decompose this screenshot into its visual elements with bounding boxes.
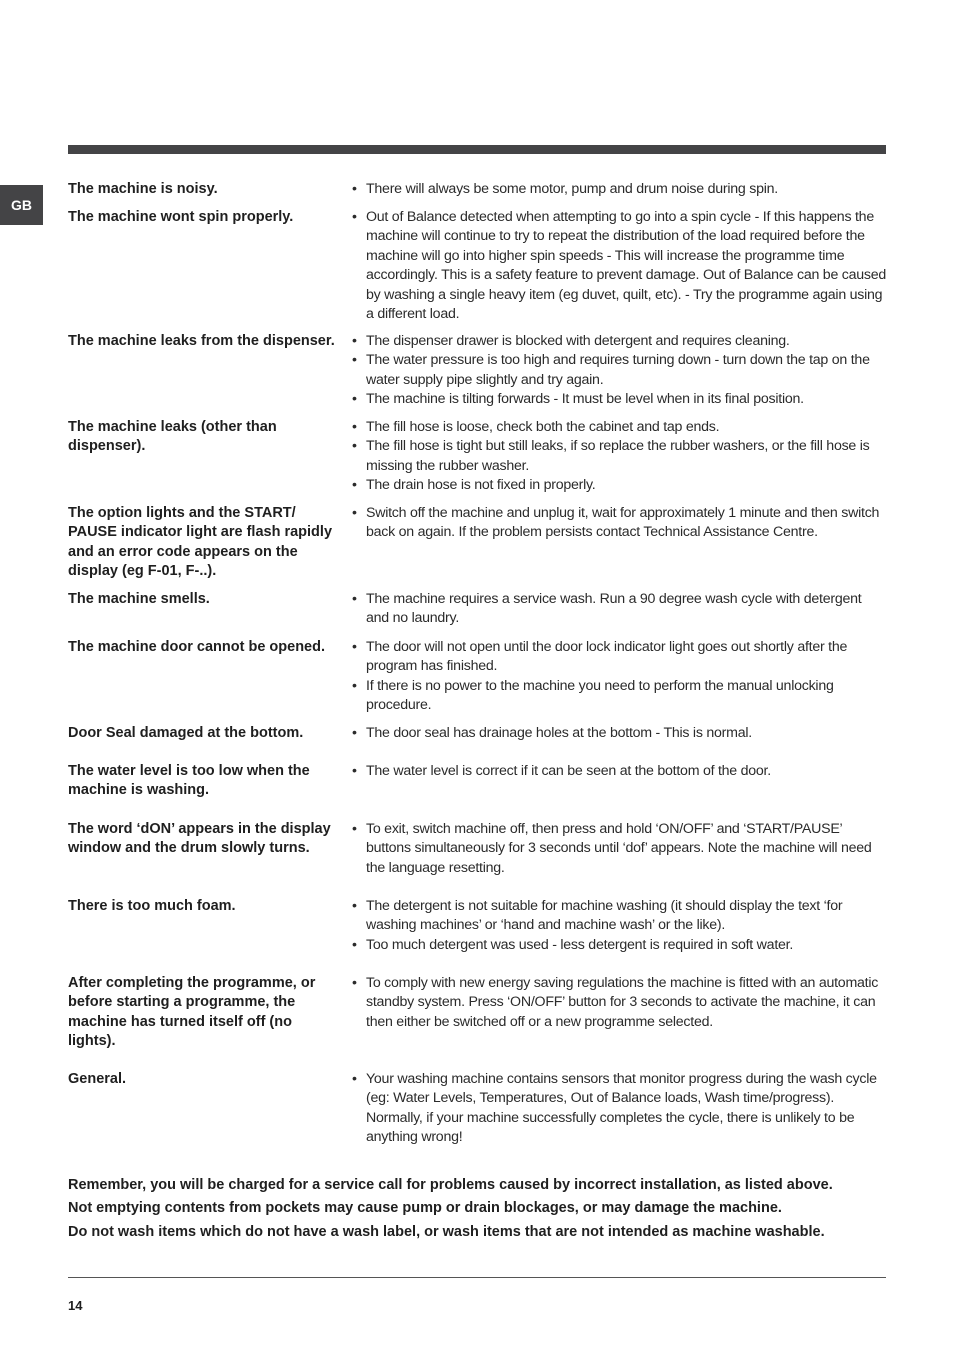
problem-label: The machine smells. bbox=[68, 591, 210, 607]
solution-list bbox=[352, 897, 888, 955]
solution-item: • The fill hose is tight but still leaks, if so replace the rubber washers, or the fill hose is missing the rubber washer. bbox=[352, 437, 888, 476]
solution-item: • If there is no power to the machine you need to perform the manual unlocking procedure. bbox=[352, 677, 888, 716]
problem-label: General. bbox=[68, 1071, 127, 1087]
solution-item: • The door seal has drainage holes at the bottom - This is normal. bbox=[352, 724, 888, 743]
solution-item: • The drain hose is not fixed in properly. bbox=[352, 476, 888, 495]
problem-label: The machine door cannot be opened. bbox=[68, 639, 325, 655]
problem-label: The machine wont spin properly. bbox=[68, 209, 294, 225]
solution-list bbox=[352, 180, 888, 199]
solution-list bbox=[352, 724, 888, 743]
problem-label: After completing the programme, or before starting a programme, the machine has turned itself off (no lights). bbox=[68, 975, 316, 1050]
problem-label: Door Seal damaged at the bottom. bbox=[68, 725, 304, 741]
solution-item: • The machine is tilting forwards - It must be level when in its final position. bbox=[352, 390, 888, 409]
solution-list bbox=[352, 762, 888, 781]
solution-item: • To exit, switch machine off, then press and hold ‘ON/OFF’ and ‘START/PAUSE’ buttons simultaneously for 3 seconds until ‘dof’ appears. Note the machine will need the language resetting. bbox=[352, 820, 888, 878]
solution-item: • Too much detergent was used - less detergent is required in soft water. bbox=[352, 936, 888, 955]
solution-list bbox=[352, 418, 888, 496]
solution-item: • The dispenser drawer is blocked with detergent and requires cleaning. bbox=[352, 332, 888, 351]
solution-list bbox=[352, 504, 888, 543]
footer-note: Not emptying contents from pockets may cause pump or drain blockages, or may damage the machine. bbox=[68, 1200, 782, 1217]
solution-list bbox=[352, 974, 888, 1032]
solution-item: • The water pressure is too high and requires turning down - turn down the tap on the water supply pipe slightly and try again. bbox=[352, 351, 888, 390]
footer-note: Remember, you will be charged for a service call for problems caused by incorrect installation, as listed above. bbox=[68, 1177, 833, 1193]
solution-item: • The water level is correct if it can be seen at the bottom of the door. bbox=[352, 762, 888, 781]
solution-list bbox=[352, 1070, 888, 1148]
solution-list bbox=[352, 638, 888, 716]
solution-item: • The detergent is not suitable for machine washing (it should display the text ‘for washing machines’ or ‘hand and machine wash’ or the like). bbox=[352, 897, 888, 936]
solution-item: • There will always be some motor, pump and drum noise during spin. bbox=[352, 180, 888, 199]
solution-item: • To comply with new energy saving regulations the machine is fitted with an automatic standby system. Press ‘ON/OFF’ button for 3 seconds to activate the machine, it can then either be switched off or a new programme selected. bbox=[352, 974, 888, 1032]
problem-label: The water level is too low when the machine is washing. bbox=[68, 763, 310, 799]
problem-label: The machine leaks from the dispenser. bbox=[68, 333, 335, 349]
solution-item: • Your washing machine contains sensors that monitor progress during the wash cycle (eg: Water Levels, Temperatures, Out of Balance loads, Wash time/progress). Normally, if your machine successfully completes the cycle, there is unlikely to be anything wrong! bbox=[352, 1070, 888, 1148]
solution-list bbox=[352, 332, 888, 410]
footer-rule bbox=[68, 1277, 886, 1278]
solution-item: • Out of Balance detected when attempting to go into a spin cycle - If this happens the machine will continue to try to repeat the distribution of the load required before the machine will go into higher spin speeds - This will increase the programme time accordingly. This is a safety feature to prevent damage. Out of Balance can be caused by washing a single heavy item (eg duvet, quilt, etc). - Try the programme again using a different load. bbox=[352, 208, 888, 324]
problem-label: The word ‘dON’ appears in the display window and the drum slowly turns. bbox=[68, 821, 331, 857]
footer-notes bbox=[68, 1176, 888, 1246]
solution-item: • Switch off the machine and unplug it, wait for approximately 1 minute and then switch back on again. If the problem persists contact Technical Assistance Centre. bbox=[352, 504, 888, 543]
footer-note: Do not wash items which do not have a wash label, or wash items that are not intended as machine washable. bbox=[68, 1223, 825, 1240]
solution-item: • The door will not open until the door lock indicator light goes out shortly after the program has finished. bbox=[352, 638, 888, 677]
solution-item: • The fill hose is loose, check both the cabinet and tap ends. bbox=[352, 418, 888, 437]
solution-list bbox=[352, 208, 888, 324]
problem-label: The machine leaks (other than dispenser). bbox=[68, 419, 277, 455]
language-tab: GB bbox=[0, 185, 43, 225]
solution-item: • The machine requires a service wash. Run a 90 degree wash cycle with detergent and no laundry. bbox=[352, 590, 888, 629]
problem-label: The option lights and the START/ PAUSE indicator light are flash rapidly and an error code appears on the display (eg F-01, F-..). bbox=[68, 505, 333, 580]
problem-label: The machine is noisy. bbox=[68, 181, 218, 197]
problem-label: There is too much foam. bbox=[68, 898, 236, 914]
header-rule bbox=[68, 145, 886, 154]
solution-list bbox=[352, 590, 888, 629]
solution-list bbox=[352, 820, 888, 878]
page-number: 14 bbox=[68, 1298, 83, 1313]
